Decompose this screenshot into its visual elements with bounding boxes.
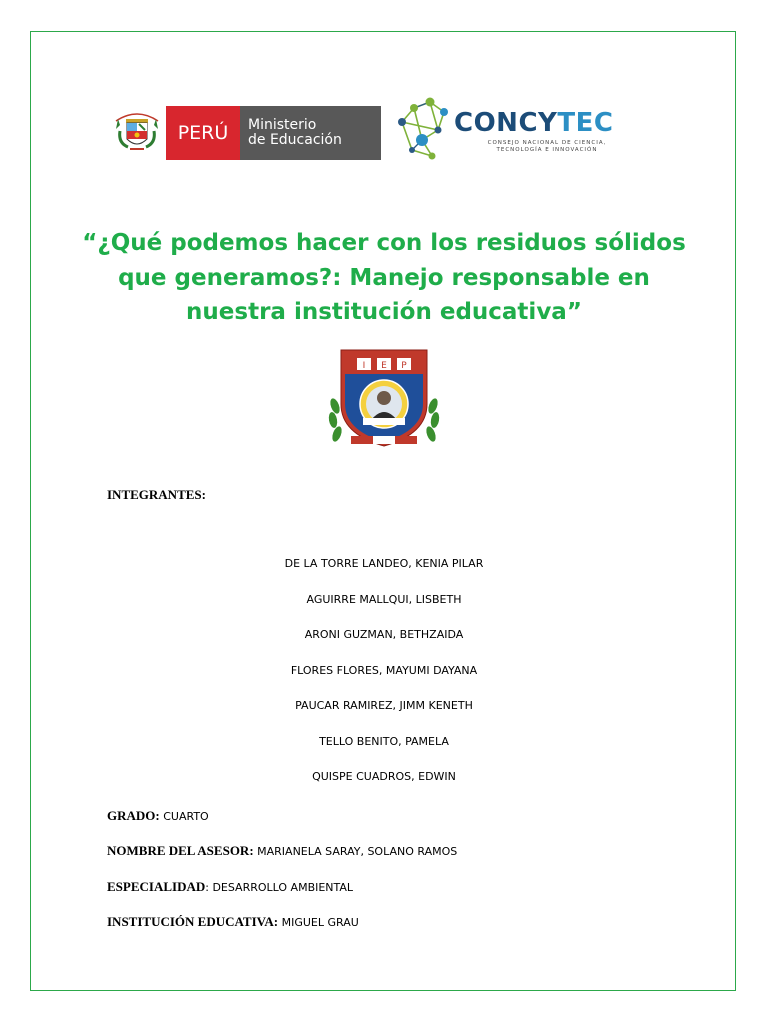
- asesor-label: NOMBRE DEL ASESOR:: [107, 843, 254, 858]
- especialidad-row: [107, 876, 353, 895]
- grado-row: [107, 805, 209, 824]
- integrantes-label: INTEGRANTES:: [107, 487, 206, 502]
- member-item: PAUCAR RAMIREZ, JIMM KENETH: [295, 699, 473, 712]
- concytec-name: CONCYTEC: [454, 108, 614, 138]
- molecule-network-icon: [392, 94, 454, 162]
- title-line2: que generamos?: Manejo responsable en: [118, 264, 650, 291]
- title-line1: “¿Qué podemos hacer con los residuos sólidos: [82, 230, 686, 256]
- crest-letter-e: E: [381, 361, 387, 371]
- member-item: QUISPE CUADROS, EDWIN: [312, 770, 456, 783]
- member-item: AGUIRRE MALLQUI, LISBETH: [306, 592, 462, 606]
- grado-label: GRADO:: [107, 808, 160, 823]
- especialidad-value: : DESARROLLO AMBIENTAL: [205, 881, 354, 894]
- peru-coat-of-arms-icon: [112, 109, 162, 157]
- member-item: ARONI GUZMAN, BETHZAIDA: [304, 628, 464, 641]
- crest-letter-i: I: [362, 361, 366, 371]
- crest-letter-p: P: [401, 361, 407, 371]
- asesor-row: [107, 840, 457, 859]
- ministry-line2: de Educación: [248, 132, 342, 148]
- concytec-logo: [392, 94, 632, 166]
- institucion-value: MIGUEL GRAU: [278, 916, 359, 929]
- member-item: TELLO BENITO, PAMELA: [319, 734, 449, 748]
- institucion-row: [107, 911, 359, 930]
- minedu-logo: [108, 106, 381, 160]
- institucion-label: INSTITUCIÓN EDUCATIVA:: [107, 914, 279, 929]
- ministry-line1: Ministerio: [248, 117, 317, 133]
- header-logos: [108, 94, 648, 166]
- grado-value: CUARTO: [159, 810, 209, 823]
- asesor-value: MARIANELA SARAY, SOLANO RAMOS: [253, 845, 458, 858]
- school-crest-icon: [327, 348, 441, 450]
- ministry-label: [240, 106, 381, 160]
- especialidad-label: ESPECIALIDAD: [107, 879, 206, 894]
- document-title: [80, 226, 688, 330]
- title-line3: nuestra institución educativa”: [186, 299, 582, 325]
- peru-label: PERÚ: [166, 106, 240, 160]
- concytec-subtitle: CONSEJO NACIONAL DE CIENCIA, TECNOLOGÍA E INNOVACIÓN: [487, 140, 607, 153]
- member-item: DE LA TORRE LANDEO, KENIA PILAR: [284, 557, 484, 570]
- member-item: FLORES FLORES, MAYUMI DAYANA: [290, 663, 478, 677]
